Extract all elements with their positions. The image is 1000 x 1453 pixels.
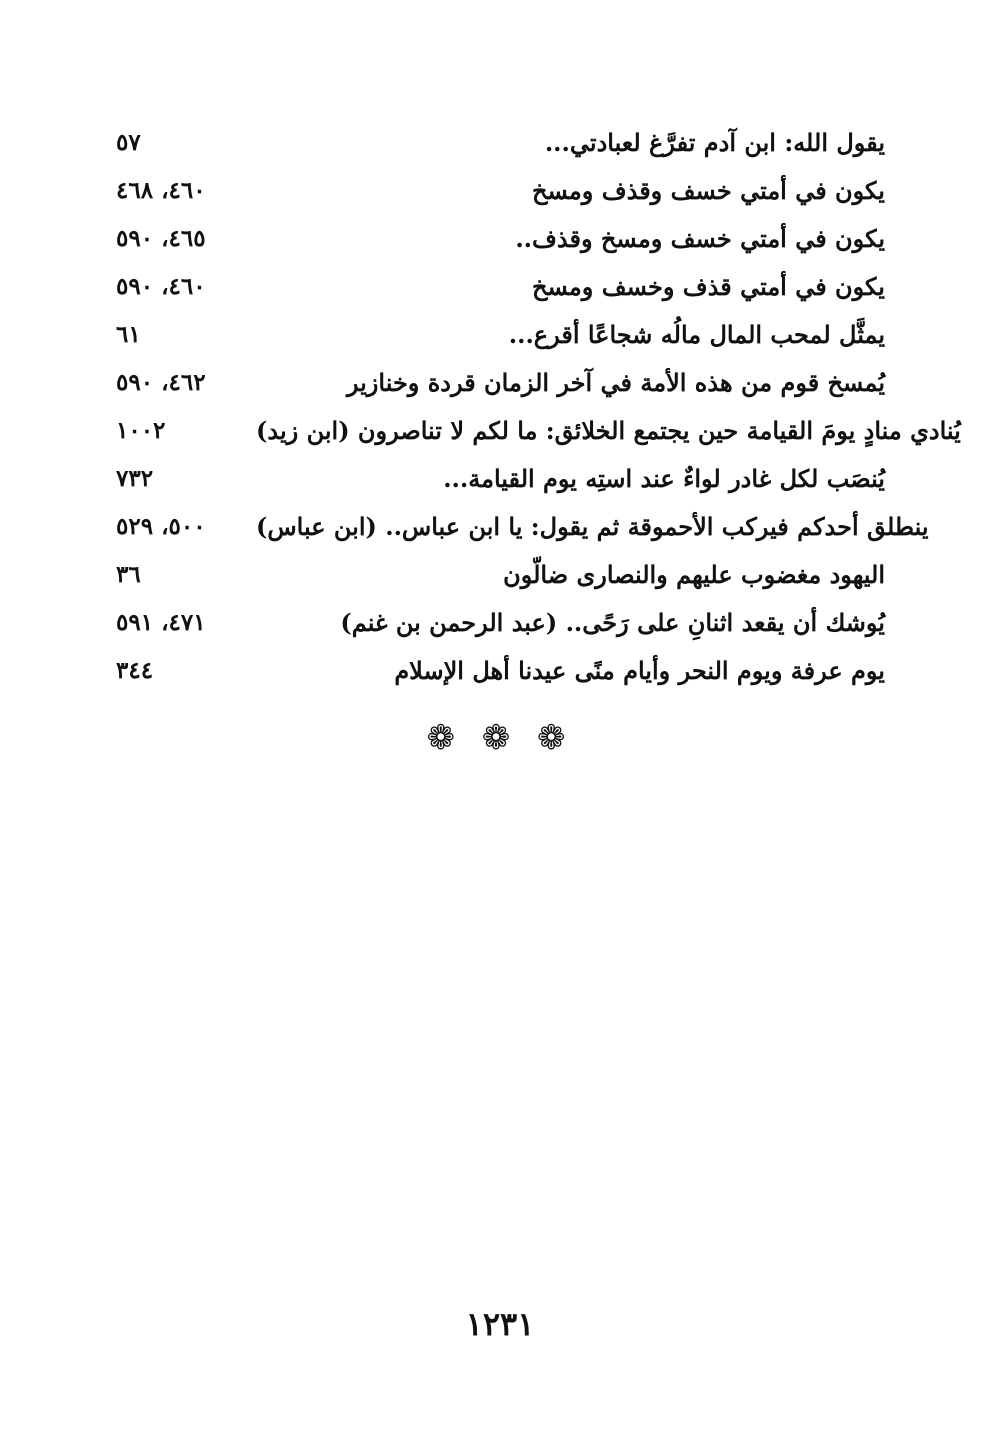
entry-pages: ٤٧١، ٥٩١ — [116, 608, 206, 636]
entry-text: يُوشك أن يقعد اثنانِ على رَحًى.. (عبد الرحمن بن غنم) — [340, 607, 885, 637]
index-entry — [110, 358, 885, 406]
entry-pages: ٦١ — [116, 320, 141, 348]
section-ornament: ❁ ❁ ❁ — [426, 718, 574, 758]
entry-text: يقول الله: ابن آدم تفرَّغ لعبادتي... — [544, 127, 885, 157]
index-entry — [110, 214, 885, 262]
entry-pages: ٤٦٠، ٤٦٨ — [116, 176, 206, 204]
index-entry — [110, 166, 885, 214]
entry-text: يُنادي منادٍ يومَ القيامة حين يجتمع الخلائق: ما لكم لا تناصرون (ابن زيد) — [256, 415, 961, 445]
index-list — [110, 118, 961, 694]
entry-pages: ٤٦٥، ٥٩٠ — [116, 224, 206, 252]
entry-pages: ٧٣٢ — [116, 464, 154, 492]
entry-pages: ٥٧ — [116, 128, 141, 156]
index-entry — [110, 598, 885, 646]
entry-pages: ٤٦٠، ٥٩٠ — [116, 272, 206, 300]
entry-text: يكون في أمتي خسف ومسخ وقذف.. — [515, 223, 885, 253]
index-entry — [110, 262, 885, 310]
entry-text: يمثَّل لمحب المال مالُه شجاعًا أقرع... — [508, 319, 885, 349]
entry-text: يكون في أمتي خسف وقذف ومسخ — [532, 175, 885, 205]
index-entry — [110, 454, 885, 502]
entry-pages: ٤٦٢، ٥٩٠ — [116, 368, 206, 396]
entry-pages: ٣٤٤ — [116, 656, 154, 684]
index-entry — [110, 118, 885, 166]
index-entry — [110, 646, 885, 694]
entry-pages: ١٠٠٢ — [116, 416, 166, 444]
entry-text: يُمسخ قوم من هذه الأمة في آخر الزمان قردة وخنازير — [346, 367, 885, 397]
index-entry — [110, 550, 885, 598]
index-entry — [110, 310, 885, 358]
page-number: ١٢٣١ — [465, 1305, 535, 1343]
entry-text: ينطلق أحدكم فيركب الأحموقة ثم يقول: يا ابن عباس.. (ابن عباس) — [256, 511, 929, 541]
index-entry — [110, 502, 929, 550]
entry-text: اليهود مغضوب عليهم والنصارى ضالّون — [503, 559, 885, 589]
entry-text: يوم عرفة ويوم النحر وأيام منًى عيدنا أهل الإسلام — [394, 655, 885, 685]
index-entry — [110, 406, 961, 454]
entry-pages: ٣٦ — [116, 560, 141, 588]
entry-text: يكون في أمتي قذف وخسف ومسخ — [532, 271, 885, 301]
entry-pages: ٥٠٠، ٥٢٩ — [116, 512, 206, 540]
entry-text: يُنصَب لكل غادر لواءٌ عند استِه يوم القيامة... — [443, 463, 885, 493]
